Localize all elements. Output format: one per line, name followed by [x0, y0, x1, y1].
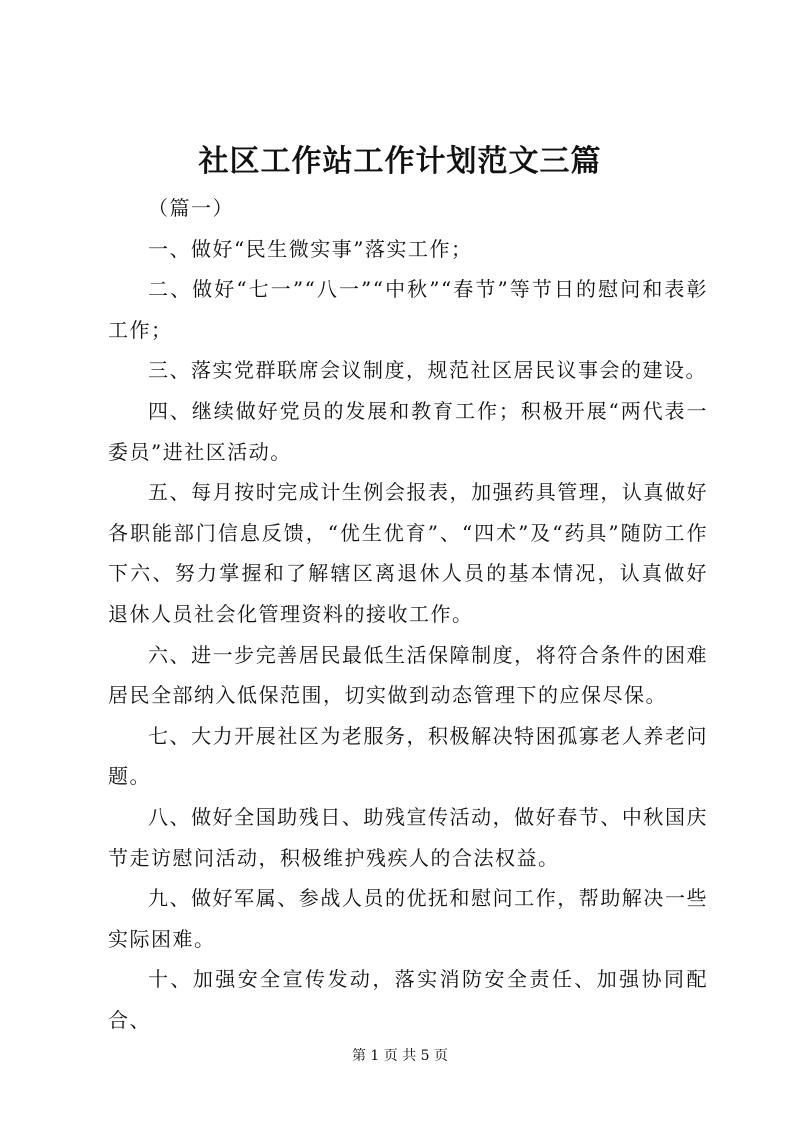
paragraph: 三、落实党群联席会议制度，规范社区居民议事会的建设。 — [148, 358, 707, 383]
section-heading: （篇一） — [148, 196, 234, 220]
paragraph: 六、进一步完善居民最低生活保障制度，将符合条件的困难居民全部纳入低保范围，切实做到动态管理下的应保尽保。 — [108, 642, 708, 708]
paragraph: 七、大力开展社区为老服务，积极解决特困孤寡老人养老问题。 — [108, 723, 708, 789]
paragraph: 五、每月按时完成计生例会报表，加强药具管理，认真做好各职能部门信息反馈，“优生优育”、“四术”及“药具”随防工作下六、努力掌握和了解辖区离退休人员的基本情况，认真做好退休人员社会化管理资料的接收工作。 — [108, 480, 708, 626]
page-title: 社区工作站工作计划范文三篇 — [198, 144, 602, 179]
page-footer: 第 1 页 共 5 页 — [351, 1048, 449, 1064]
paragraph: 十、加强安全宣传发动，落实消防安全责任、加强协同配合、 — [108, 967, 708, 1032]
paragraph: 九、做好军属、参战人员的优抚和慰问工作，帮助解决一些实际困难。 — [108, 886, 708, 951]
document-body — [108, 188, 708, 1040]
paragraph: 一、做好“民生微实事”落实工作； — [148, 236, 473, 261]
paragraph: 八、做好全国助残日、助残宣传活动，做好春节、中秋国庆节走访慰问活动，积极维护残疾人的合法权益。 — [108, 804, 708, 870]
paragraph: 二、做好“七一”“八一”“中秋”“春节”等节日的慰问和表彰工作； — [108, 277, 708, 342]
paragraph: 四、继续做好党员的发展和教育工作；积极开展“两代表一委员”进社区活动。 — [108, 398, 708, 464]
